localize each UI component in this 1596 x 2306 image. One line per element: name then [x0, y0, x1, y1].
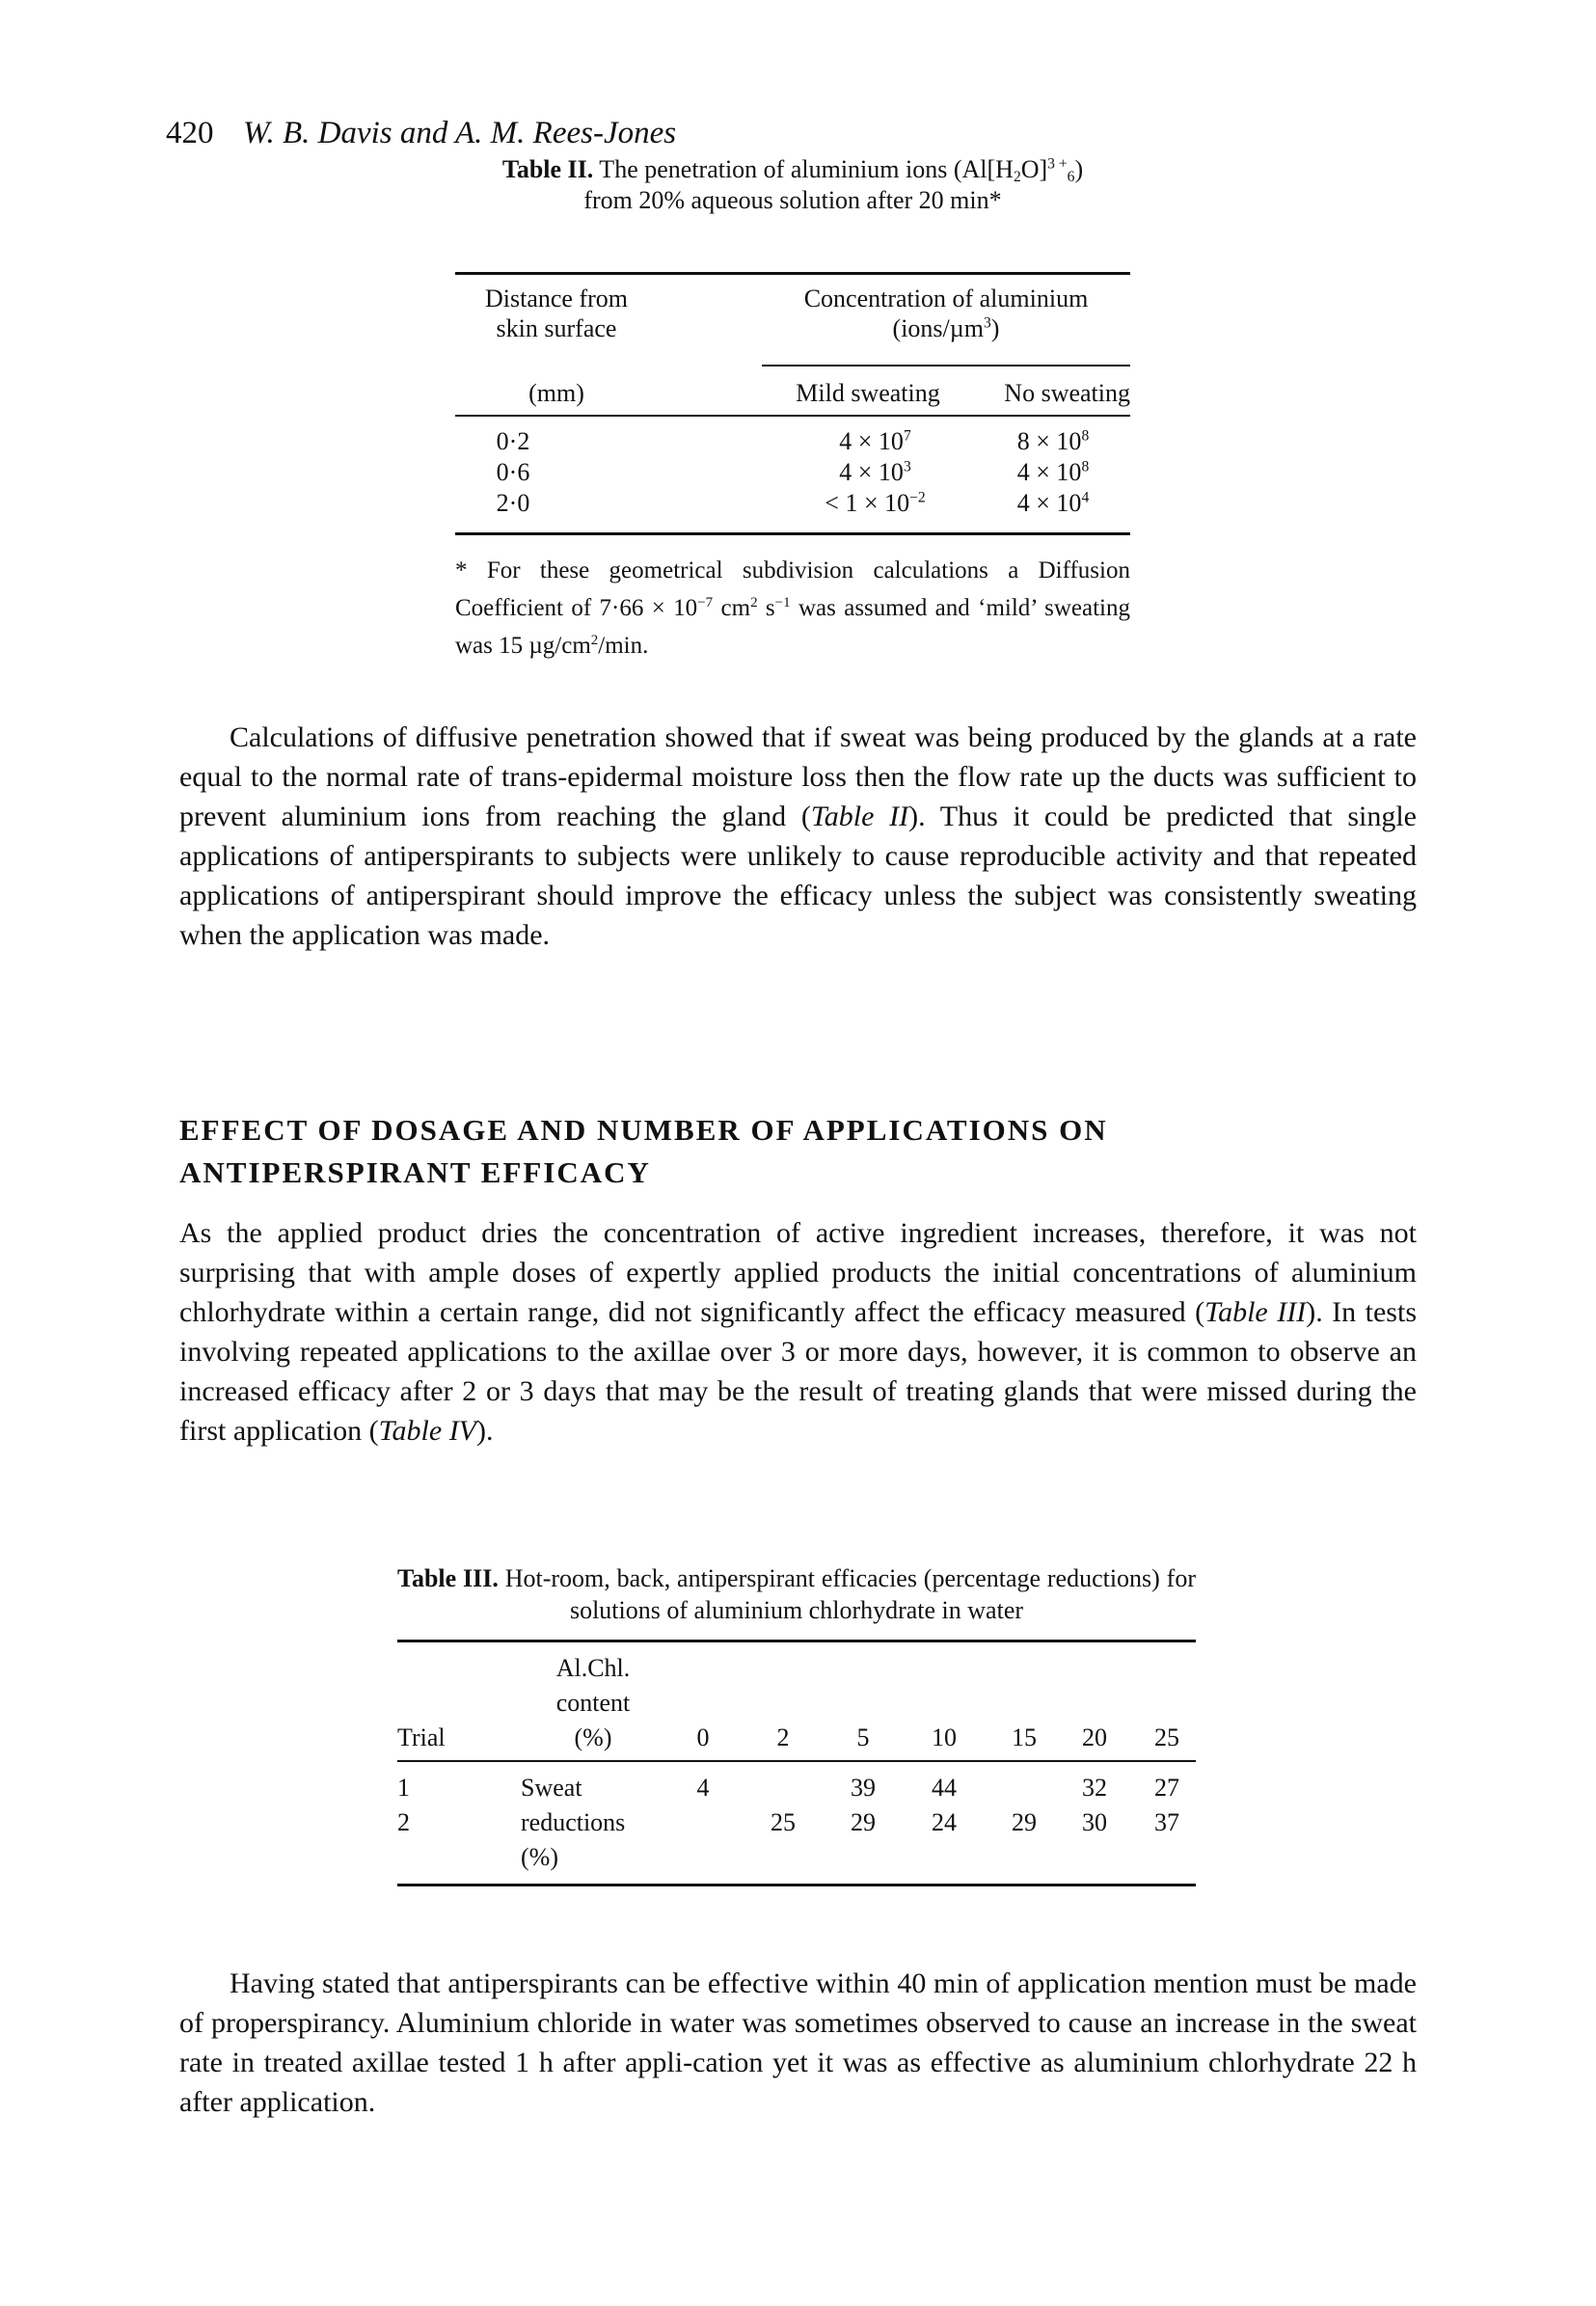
table-2-label: Table II.: [501, 155, 594, 183]
cell-exponent: 7: [903, 427, 911, 445]
paragraph-properspirancy: [179, 1964, 1417, 2122]
table-bottom-rule: [455, 532, 1130, 535]
paragraph-text: ). In tests involving repeated applications to the axillae over 3 or more days, however, it is common to observe an increased efficacy after 2 or 3 days that may be the result of treating glands that were missed during the first application (: [179, 1296, 1417, 1447]
table-top-rule: [397, 1640, 1196, 1642]
cell-none: [981, 457, 1125, 488]
footnote-text: s: [757, 595, 775, 621]
table-3-label: Table III.: [397, 1564, 499, 1592]
col-concentration-header: 5: [856, 1723, 870, 1751]
cell-value: 4: [696, 1774, 710, 1802]
col-concentration-header: 25: [1154, 1723, 1179, 1751]
footnote-sup: −1: [774, 595, 791, 610]
paragraph-text: ).: [476, 1415, 494, 1447]
table-reference: Table III: [1204, 1296, 1307, 1328]
cell-value: < 1 × 10: [825, 489, 910, 517]
page-number: 420: [166, 116, 214, 150]
cell-value: 25: [771, 1808, 796, 1836]
cell-distance: 0·6: [496, 458, 530, 486]
col-concentration-header: 0: [696, 1723, 710, 1751]
heading-line-1: EFFECT OF DOSAGE AND NUMBER OF APPLICATIONS ON: [179, 1113, 1108, 1147]
table-row: [455, 426, 1130, 457]
cell-mild: [762, 457, 988, 488]
footnote-text: * For these geometrical subdivision calculations a Diffusion Coefficient of 7·66 × 10: [455, 557, 1130, 621]
table-reference: Table II: [810, 800, 909, 832]
table-bottom-rule: [397, 1884, 1196, 1886]
paragraph-text: Calculations of diffusive penetration showed that if sweat was being produced by the glands at a rate equal to the normal rate of trans-epidermal moisture loss then the flow rate up the ducts was sufficient to prevent aluminium ions from reaching the gland (: [179, 721, 1417, 832]
caption-text: O]: [1020, 155, 1048, 183]
cell-value: 4 × 10: [1016, 489, 1082, 517]
table-3: [397, 1562, 1196, 1871]
caption-sub: 6: [1067, 168, 1075, 185]
cell-none: [981, 426, 1125, 457]
cell-value: 44: [932, 1774, 957, 1802]
paragraph-calculations: [179, 718, 1417, 955]
header-text: Concentration of aluminium: [803, 285, 1089, 312]
header-unit: [762, 313, 1130, 343]
footnote-sup: −7: [697, 595, 714, 610]
cell-exponent: 3: [903, 458, 911, 475]
unit-sup: 3: [983, 314, 991, 332]
table-3-caption: [397, 1562, 1196, 1626]
table-row: [397, 1805, 1196, 1840]
subheader-rule: [762, 365, 1130, 366]
caption-text: ): [1074, 155, 1084, 183]
cell-value: 8 × 10: [1016, 427, 1082, 455]
cell-value: 37: [1154, 1808, 1179, 1836]
footnote-sup: 2: [750, 595, 758, 610]
cell-distance: 0·2: [496, 427, 530, 455]
running-head: [166, 114, 676, 152]
cell-value: 39: [851, 1774, 876, 1802]
col-distance-header: [455, 284, 658, 343]
paragraph-text: Having stated that antiperspirants can be effective within 40 min of application mention must be made of properspirancy. Aluminium chloride in water was sometimes observed to cause an increase in the sweat rate in treated axillae tested 1 h after appli-cation yet it was as effective as aluminium chlorhydrate 22 h after application.: [179, 1967, 1417, 2118]
table-2-caption: [455, 154, 1130, 216]
col-concentration-header: 10: [932, 1723, 957, 1751]
header-text: Al.Chl.: [555, 1654, 631, 1682]
col-content-header: [521, 1651, 665, 1755]
cell-value: 29: [1012, 1808, 1037, 1836]
col-no-sweating: No sweating: [1004, 379, 1130, 407]
cell-mild: [762, 488, 988, 519]
header-rule: [455, 415, 1130, 417]
unit-text: ): [990, 314, 1000, 342]
caption-sub: 2: [1013, 168, 1021, 185]
cell-value: 24: [932, 1808, 957, 1836]
col-concentration-header: [762, 284, 1130, 343]
heading-line-2: ANTIPERSPIRANT EFFICACY: [179, 1155, 651, 1189]
col-mild-sweating: Mild sweating: [796, 379, 940, 407]
table-reference: Table IV: [378, 1415, 477, 1447]
col-concentration-header: 15: [1012, 1723, 1037, 1751]
cell-mild: [762, 426, 988, 457]
cell-value: 4 × 10: [839, 427, 904, 455]
cell-label: (%): [521, 1843, 558, 1871]
table-top-rule: [455, 272, 1130, 275]
cell-distance: 2·0: [496, 489, 530, 517]
running-head-authors: W. B. Davis and A. M. Rees-Jones: [243, 116, 677, 150]
paragraph-dosage: [179, 1213, 1417, 1451]
header-text: (%): [574, 1723, 612, 1751]
cell-value: 27: [1154, 1774, 1179, 1802]
header-text: content: [555, 1689, 631, 1717]
cell-exponent: 8: [1081, 427, 1090, 445]
table-row: [455, 488, 1130, 519]
cell-value: 4 × 10: [1016, 458, 1082, 486]
header-text: skin surface: [496, 314, 617, 342]
table-row: [397, 1771, 1196, 1805]
cell-value: 29: [851, 1808, 876, 1836]
unit-text: (ions/µm: [892, 314, 984, 342]
section-heading: [179, 1109, 1417, 1194]
table-2-footnote: [455, 552, 1130, 665]
caption-sup: 3 +: [1047, 155, 1068, 173]
header-rule: [397, 1760, 1196, 1762]
cell-trial: 1: [397, 1774, 410, 1802]
cell-exponent: 8: [1081, 458, 1090, 475]
table-2-body: [455, 426, 1130, 519]
table-3-body: [397, 1771, 1196, 1871]
cell-value: 30: [1082, 1808, 1107, 1836]
footnote-text: cm: [713, 595, 751, 621]
cell-exponent: −2: [909, 489, 926, 506]
caption-line-2: from 20% aqueous solution after 20 min*: [583, 186, 1002, 214]
cell-exponent: 4: [1081, 489, 1090, 506]
header-text: Distance from: [484, 285, 628, 312]
paragraph-text: As the applied product dries the concentration of active ingredient increases, therefore, it was not surprising that with ample doses of expertly applied products the initial concentrations of aluminium chlorhydrate within a certain range, did not significantly affect the efficacy measured (: [179, 1217, 1417, 1328]
footnote-text: /min.: [598, 633, 649, 659]
cell-value: 4 × 10: [839, 458, 904, 486]
table-row: [455, 457, 1130, 488]
col-concentration-header: 2: [776, 1723, 790, 1751]
paragraph-text: ). Thus it could be predicted that single applications of antiperspirants to subjects were unlikely to cause reproducible activity and that repeated applications of antiperspirant should improve the efficacy unless the subject was consistently sweating when the application was made.: [179, 800, 1417, 951]
cell-value: 32: [1082, 1774, 1107, 1802]
caption-text: The penetration of aluminium ions (Al[H: [593, 155, 1014, 183]
cell-none: [981, 488, 1125, 519]
col-concentration-header: 20: [1082, 1723, 1107, 1751]
col-trial-header: Trial: [397, 1723, 446, 1751]
cell-trial: 2: [397, 1808, 410, 1836]
cell-label: Sweat: [521, 1774, 582, 1802]
caption-text: Hot-room, back, antiperspirant efficacies (percentage reductions) for solutions of aluminium chlorhydrate in water: [498, 1564, 1196, 1624]
footnote-sup: 2: [590, 633, 599, 648]
footnote-text: was assumed and ‘mild’ sweating was 15 µg/cm: [455, 595, 1130, 659]
table-3-header: [397, 1651, 1196, 1755]
col-distance-unit: (mm): [528, 379, 584, 407]
cell-label: reductions: [521, 1808, 626, 1836]
